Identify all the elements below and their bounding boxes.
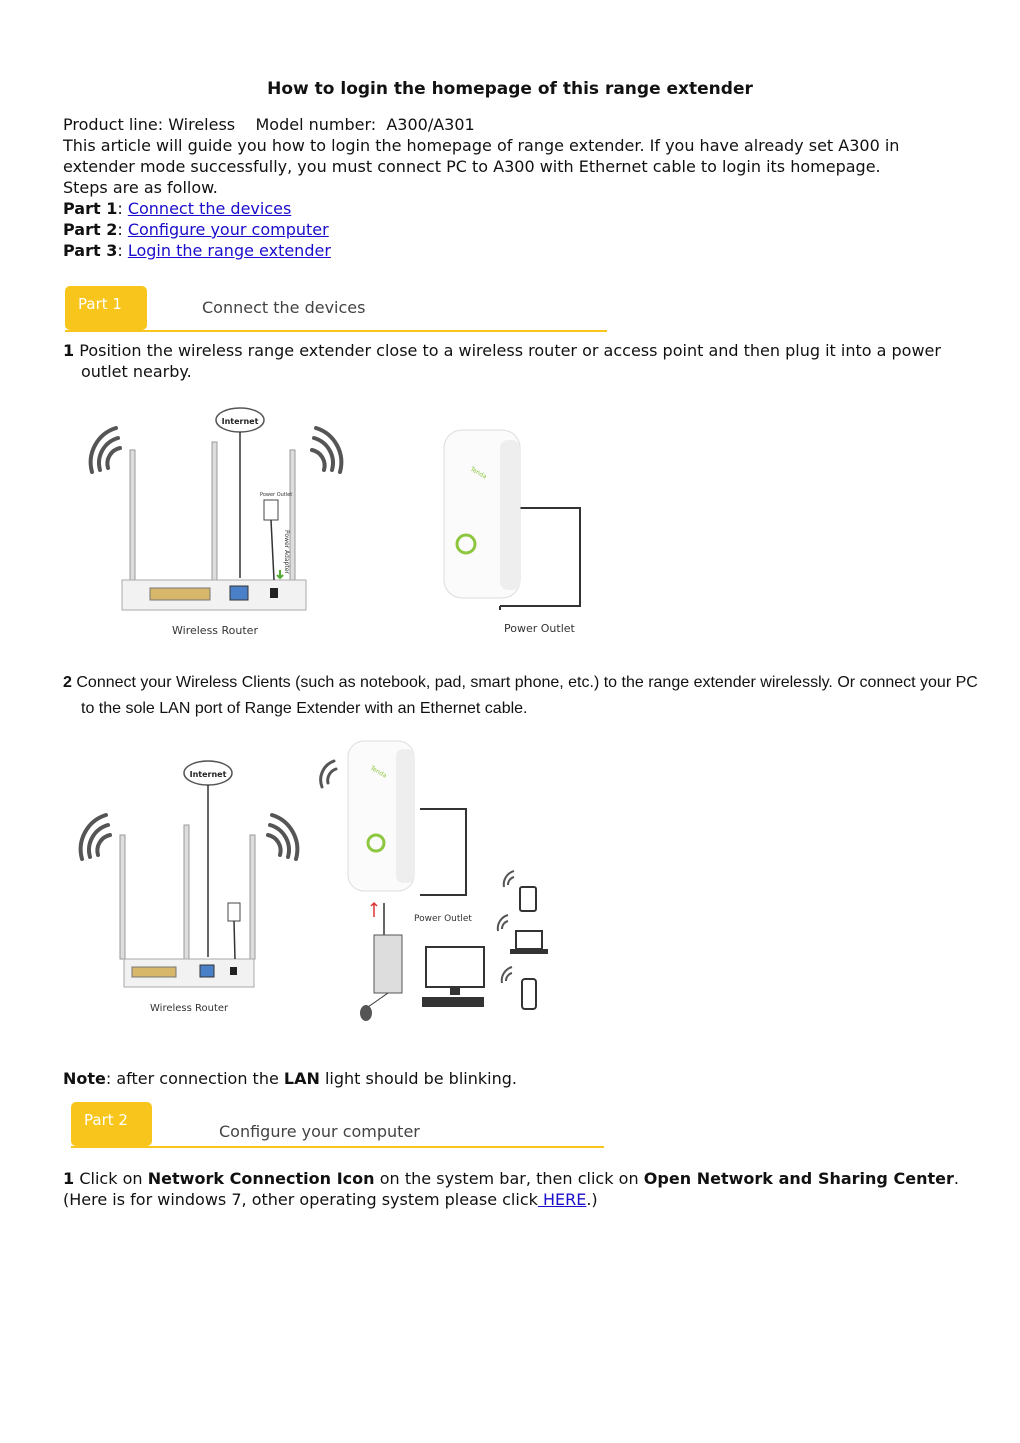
part2-tab: Part 2 (71, 1102, 152, 1146)
toc-item-2: Part 2: Configure your computer (63, 220, 329, 239)
step-text: Connect your Wireless Clients (such as notebook, pad, smart phone, etc.) to the range extender wirelessly. Or connect your PC to the sole LAN port of Range Extender with an Ethernet cable. (76, 674, 978, 717)
wifi-signal-icon (312, 428, 341, 472)
step-number: 1 (63, 1169, 75, 1188)
part2-banner (71, 1102, 604, 1148)
part1-step1 (63, 340, 971, 382)
toc-link-login[interactable]: Login the range extender (127, 241, 331, 260)
network-icon-label: Network Connection Icon (147, 1169, 375, 1188)
wifi-signal-icon (91, 428, 120, 472)
wifi-signal-icon (81, 815, 110, 859)
svg-text:Power Outlet: Power Outlet (260, 492, 293, 498)
step-number: 1 (63, 341, 75, 360)
model-value: A300/A301 (386, 115, 475, 134)
steps-intro: Steps are as follow. (63, 178, 218, 197)
figure-clients-connection (70, 735, 550, 1030)
toc-link-configure[interactable]: Configure your computer (127, 220, 329, 239)
intro-description: This article will guide you how to login the homepage of range extender. If you have already set A300 in extender mode successfully, you must connect PC to A300 with Ethernet cable to login its homepage. (63, 136, 900, 176)
part2-rule (71, 1146, 604, 1148)
tablet-icon (520, 887, 536, 911)
toc-link-connect[interactable]: Connect the devices (127, 199, 292, 218)
part1-banner (65, 286, 607, 332)
figure-router-and-outlet (80, 400, 590, 645)
product-info-line (63, 114, 953, 135)
note: Note: after connection the LAN light should be blinking. (63, 1069, 517, 1088)
svg-text:Tenda: Tenda (469, 465, 488, 481)
product-line: Product line: Wireless (63, 115, 236, 134)
internet-cloud-icon (216, 408, 264, 432)
monitor-icon (422, 947, 484, 1007)
part1-step2 (63, 670, 981, 722)
toc-item-1: Part 1: Connect the devices (63, 199, 292, 218)
svg-text:Tenda: Tenda (369, 764, 388, 780)
label-wireless-router: Wireless Router (172, 624, 258, 637)
svg-text:Internet: Internet (189, 770, 227, 779)
wifi-signal-icon (321, 761, 336, 787)
part1-tab: Part 1 (65, 286, 147, 330)
part2-step1: 1 Click on Network Connection Icon on the system bar, then click on Open Network and Sharing Center. (Here is for windows 7, other operating system please click HERE.) (63, 1169, 960, 1209)
svg-text:Internet: Internet (221, 417, 259, 426)
label-power-outlet: Power Outlet (504, 622, 575, 635)
label-power-outlet-2: Power Outlet (414, 914, 472, 924)
label-wireless-router-2: Wireless Router (150, 1003, 229, 1014)
part1-rule (65, 330, 607, 332)
wifi-signal-icon (268, 815, 297, 859)
step-text: Position the wireless range extender close to a wireless router or access point and then plug it into a power outlet nearby. (79, 341, 941, 381)
svg-text:Power Adapter: Power Adapter (283, 530, 290, 574)
note-label: Note (63, 1069, 106, 1088)
intro (63, 114, 953, 261)
phone-icon (522, 979, 536, 1009)
here-link[interactable]: HERE (537, 1190, 587, 1209)
wifi-signal-icon (498, 871, 514, 983)
mouse-icon (360, 1005, 372, 1021)
pc-tower-icon (374, 935, 402, 993)
page-title: How to login the homepage of this range extender (267, 79, 753, 99)
internet-cloud-icon (184, 761, 232, 785)
model-label: Model number: (255, 115, 377, 134)
lan-label: LAN (283, 1069, 320, 1088)
part1-heading: Connect the devices (202, 298, 366, 317)
toc-item-3: Part 3: Login the range extender (63, 241, 331, 260)
step-number: 2 (63, 674, 72, 691)
laptop-icon (510, 931, 548, 954)
open-center-label: Open Network and Sharing Center (643, 1169, 954, 1188)
part2-heading: Configure your computer (219, 1122, 420, 1141)
